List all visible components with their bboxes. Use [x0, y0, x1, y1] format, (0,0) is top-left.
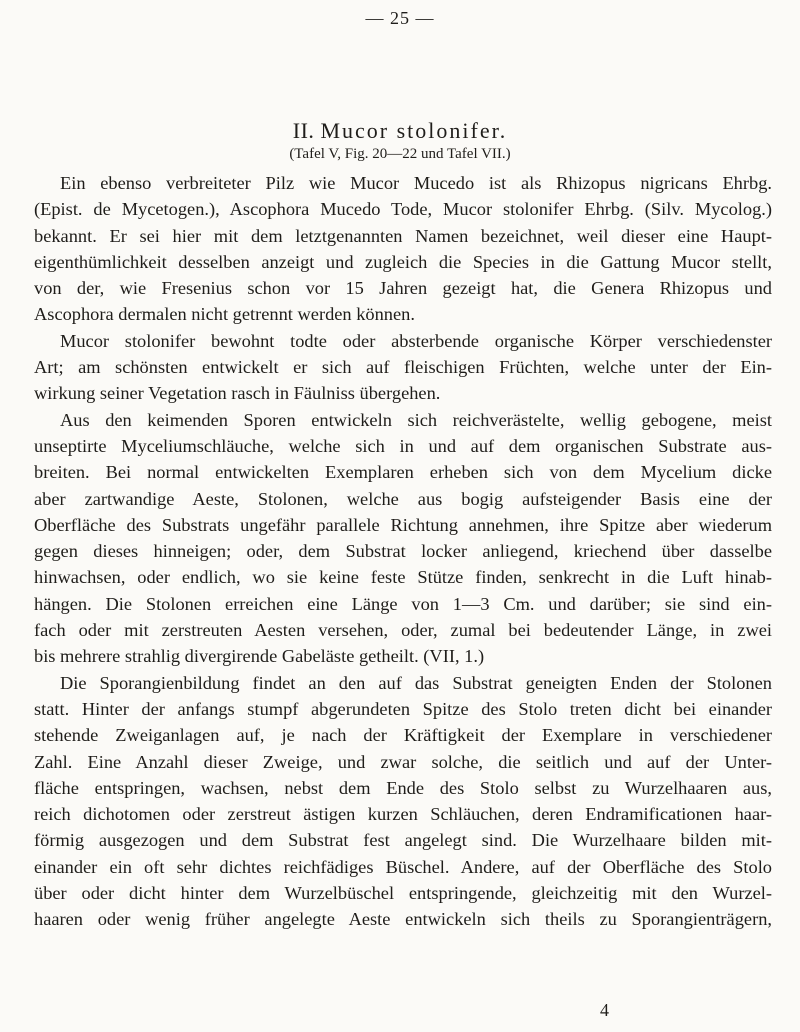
section-heading: [0, 118, 800, 144]
text-line: über oder dicht hinter dem Wurzelbüschel entspringende, gleichzeitig mit den Wurzel-: [34, 883, 772, 904]
plate-reference: (Tafel V, Fig. 20—22 und Tafel VII.): [289, 146, 511, 162]
text-line: hinwachsen, oder endlich, wo sie keine feste Stütze finden, senkrecht in die Luft hinab-: [34, 567, 772, 588]
text-line: haaren oder wenig früher angelegte Aeste entwickeln sich theils zu Sporangienträgern,: [34, 909, 772, 930]
page-number: — 25 —: [365, 8, 435, 28]
text-line: Die Sporangienbildung findet an den auf das Substrat geneigten Enden der Stolonen: [60, 672, 772, 693]
text-line: breiten. Bei normal entwickelten Exemplaren erheben sich von dem Mycelium dicke: [34, 462, 772, 483]
text-line: wirkung seiner Vegetation rasch in Fäulniss übergehen.: [34, 383, 441, 404]
text-line: bekannt. Er sei hier mit dem letztgenannten Namen bezeichnet, weil dieser eine Haupt-: [34, 225, 772, 246]
text-line: eigenthümlichkeit desselben anzeigt und zugleich die Species in die Gattung Mucor stellt,: [34, 251, 772, 272]
text-line: fläche entspringen, wachsen, nebst dem Ende des Stolo selbst zu Wurzelhaaren aus,: [34, 777, 772, 798]
text-line: Art; am schönsten entwickelt er sich auf fleischigen Früchten, welche unter der Ein-: [34, 357, 772, 378]
text-line: (Epist. de Mycetogen.), Ascophora Mucedo Tode, Mucor stolonifer Ehrbg. (Silv. Mycolog.): [34, 199, 772, 220]
text-line: stehende Zweiganlagen auf, je nach der Kräftigkeit der Exemplare in verschiedener: [34, 725, 772, 746]
text-line: Zahl. Eine Anzahl dieser Zweige, und zwar solche, die seitlich und auf der Unter-: [34, 751, 772, 772]
text-line: einander ein oft sehr dichtes reichfädiges Büschel. Andere, auf der Oberfläche des Stolo: [34, 856, 772, 877]
text-line: reich dichotomen oder zerstreut ästigen kurzen Schläuchen, deren Endramificationen haar-: [34, 804, 772, 825]
text-line: unseptirte Myceliumschläuche, welche sich in und auf dem organischen Substrate aus-: [34, 435, 772, 456]
text-line: hängen. Die Stolonen erreichen eine Länge von 1—3 Cm. und darüber; sie sind ein-: [34, 593, 772, 614]
text-line: Mucor stolonifer bewohnt todte oder absterbende organische Körper verschiedenster: [60, 330, 772, 351]
section-title: Mucor stolonifer.: [320, 118, 508, 143]
text-line: Ein ebenso verbreiteter Pilz wie Mucor Mucedo ist als Rhizopus nigricans Ehrbg.: [60, 173, 772, 193]
text-line: statt. Hinter der anfangs stumpf abgerundeten Spitze des Stolo treten dicht bei einander: [34, 698, 772, 719]
text-line: Ascophora dermalen nicht getrennt werden können.: [34, 304, 415, 325]
text-line: fach oder mit zerstreuten Aesten versehen, oder, zumal bei bedeutender Länge, in zwei: [34, 620, 772, 641]
section-numeral: II.: [292, 118, 315, 143]
text-line: förmig ausgezogen und dem Substrat fest angelegt sind. Die Wurzelhaare bilden mit-: [34, 830, 772, 851]
text-line: aber zartwandige Aeste, Stolonen, welche aus bogig aufsteigender Basis eine der: [34, 488, 772, 509]
text-line: gegen dieses hinneigen; oder, dem Substrat locker anliegend, kriechend über dasselbe: [34, 541, 772, 562]
text-line: Oberfläche des Substrats ungefähr parallele Richtung annehmen, ihre Spitze aber wiederum: [34, 514, 772, 535]
text-line: Aus den keimenden Sporen entwickeln sich reichverästelte, wellig gebogene, meist: [60, 409, 772, 430]
text-line: bis mehrere strahlig divergirende Gabeläste getheilt. (VII, 1.): [34, 646, 485, 667]
text-line: von der, wie Fresenius schon vor 15 Jahren gezeigt hat, die Genera Rhizopus und: [34, 278, 772, 299]
body-text: [34, 170, 772, 933]
signature-mark: 4: [600, 1000, 609, 1020]
